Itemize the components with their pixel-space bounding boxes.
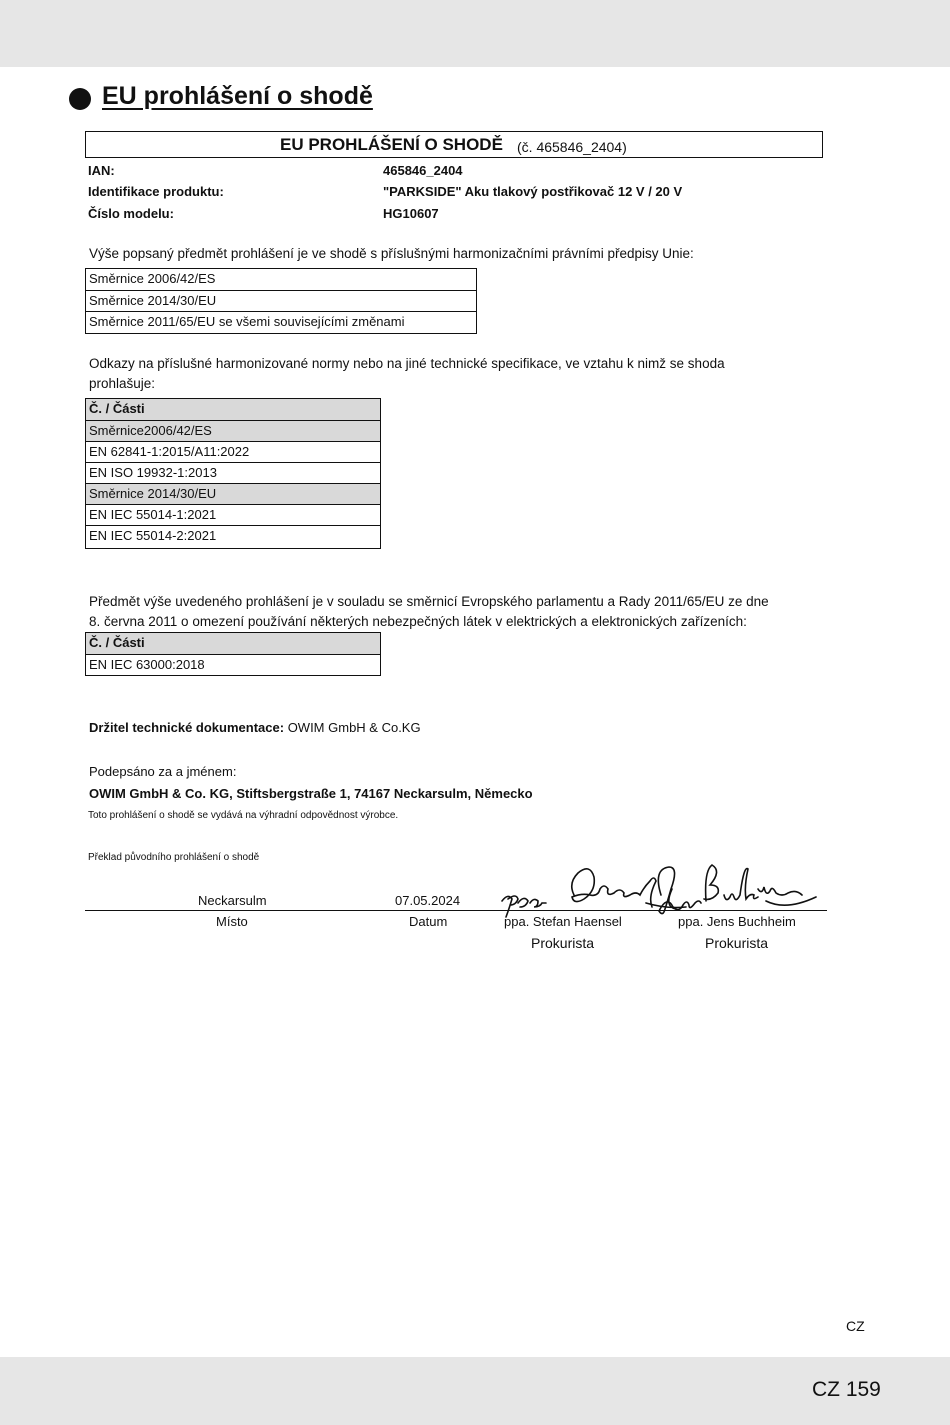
directive-row: Směrnice 2011/65/EU se všemi souvisejícími změnami bbox=[86, 311, 476, 332]
table-header: Č. / Části bbox=[86, 399, 380, 420]
signed-label: Podepsáno za a jménem: bbox=[89, 764, 237, 779]
bullet-icon bbox=[69, 88, 91, 110]
signatory-role-1: Prokurista bbox=[531, 935, 595, 951]
standards-table bbox=[85, 398, 381, 549]
documentation-holder bbox=[89, 720, 421, 735]
ian-value: 465846_2404 bbox=[383, 163, 463, 178]
table-row: Směrnice 2014/30/EU bbox=[86, 483, 380, 504]
place-label: Místo bbox=[216, 914, 248, 929]
holder-label: Držitel technické dokumentace: bbox=[89, 720, 285, 735]
date-value: 07.05.2024 bbox=[395, 893, 461, 908]
conformity-text: Výše popsaný předmět prohlášení je ve shodě s příslušnými harmonizačními právními předpisy Unie: bbox=[89, 246, 694, 261]
references-text-line1: Odkazy na příslušné harmonizované normy nebo na jiné technické specifikace, ve vztahu k nimž se shoda bbox=[89, 356, 725, 371]
directives-table bbox=[85, 268, 477, 334]
references-text-line2: prohlašuje: bbox=[89, 376, 156, 391]
translation-note: Překlad původního prohlášení o shodě bbox=[88, 852, 260, 863]
directive-row: Směrnice 2014/30/EU bbox=[86, 290, 476, 311]
rohs-text-line1: Předmět výše uvedeného prohlášení je v souladu se směrnicí Evropského parlamentu a Rady 2011/65/EU ze dne bbox=[89, 594, 769, 609]
model-label: Číslo modelu: bbox=[88, 206, 174, 221]
product-id-label: Identifikace produktu: bbox=[88, 184, 224, 199]
signatory-name-2: ppa. Jens Buchheim bbox=[678, 914, 796, 929]
place-value: Neckarsulm bbox=[198, 893, 267, 908]
table-row: EN IEC 55014-1:2021 bbox=[86, 504, 380, 525]
language-code: CZ bbox=[846, 1318, 865, 1334]
rohs-text-line2: 8. června 2011 o omezení používání některých nebezpečných látek v elektrických a elektronických zařízeních: bbox=[89, 614, 747, 629]
directive-row: Směrnice 2006/42/ES bbox=[89, 271, 216, 286]
top-band bbox=[0, 0, 950, 67]
holder-value: OWIM GmbH & Co.KG bbox=[287, 720, 421, 735]
ian-label: IAN: bbox=[88, 163, 115, 178]
table-row: EN IEC 63000:2018 bbox=[86, 654, 380, 675]
table-row: EN ISO 19932-1:2013 bbox=[86, 462, 380, 483]
signed-company: OWIM GmbH & Co. KG, Stiftsbergstraße 1, 74167 Neckarsulm, Německo bbox=[89, 786, 533, 801]
signatory-name-1: ppa. Stefan Haensel bbox=[504, 914, 622, 929]
product-id-value: "PARKSIDE" Aku tlakový postřikovač 12 V / 20 V bbox=[383, 184, 683, 199]
date-label: Datum bbox=[409, 914, 448, 929]
declaration-number: (č. 465846_2404) bbox=[517, 139, 627, 155]
declaration-title: EU PROHLÁŠENÍ O SHODĚ bbox=[280, 135, 503, 154]
page-heading: EU prohlášení o shodě bbox=[102, 82, 373, 110]
signature-line bbox=[85, 910, 827, 911]
page-number: CZ 159 bbox=[812, 1378, 881, 1401]
signatory-role-2: Prokurista bbox=[705, 935, 769, 951]
bottom-band bbox=[0, 1357, 950, 1425]
table-row: EN 62841-1:2015/A11:2022 bbox=[86, 441, 380, 462]
table-row: EN IEC 55014-2:2021 bbox=[86, 525, 380, 547]
rohs-table bbox=[85, 632, 381, 676]
responsibility-note: Toto prohlášení o shodě se vydává na výhradní odpovědnost výrobce. bbox=[88, 810, 399, 821]
model-value: HG10607 bbox=[383, 206, 439, 221]
table-header: Č. / Části bbox=[86, 633, 380, 654]
table-row: Směrnice2006/42/ES bbox=[86, 420, 380, 441]
